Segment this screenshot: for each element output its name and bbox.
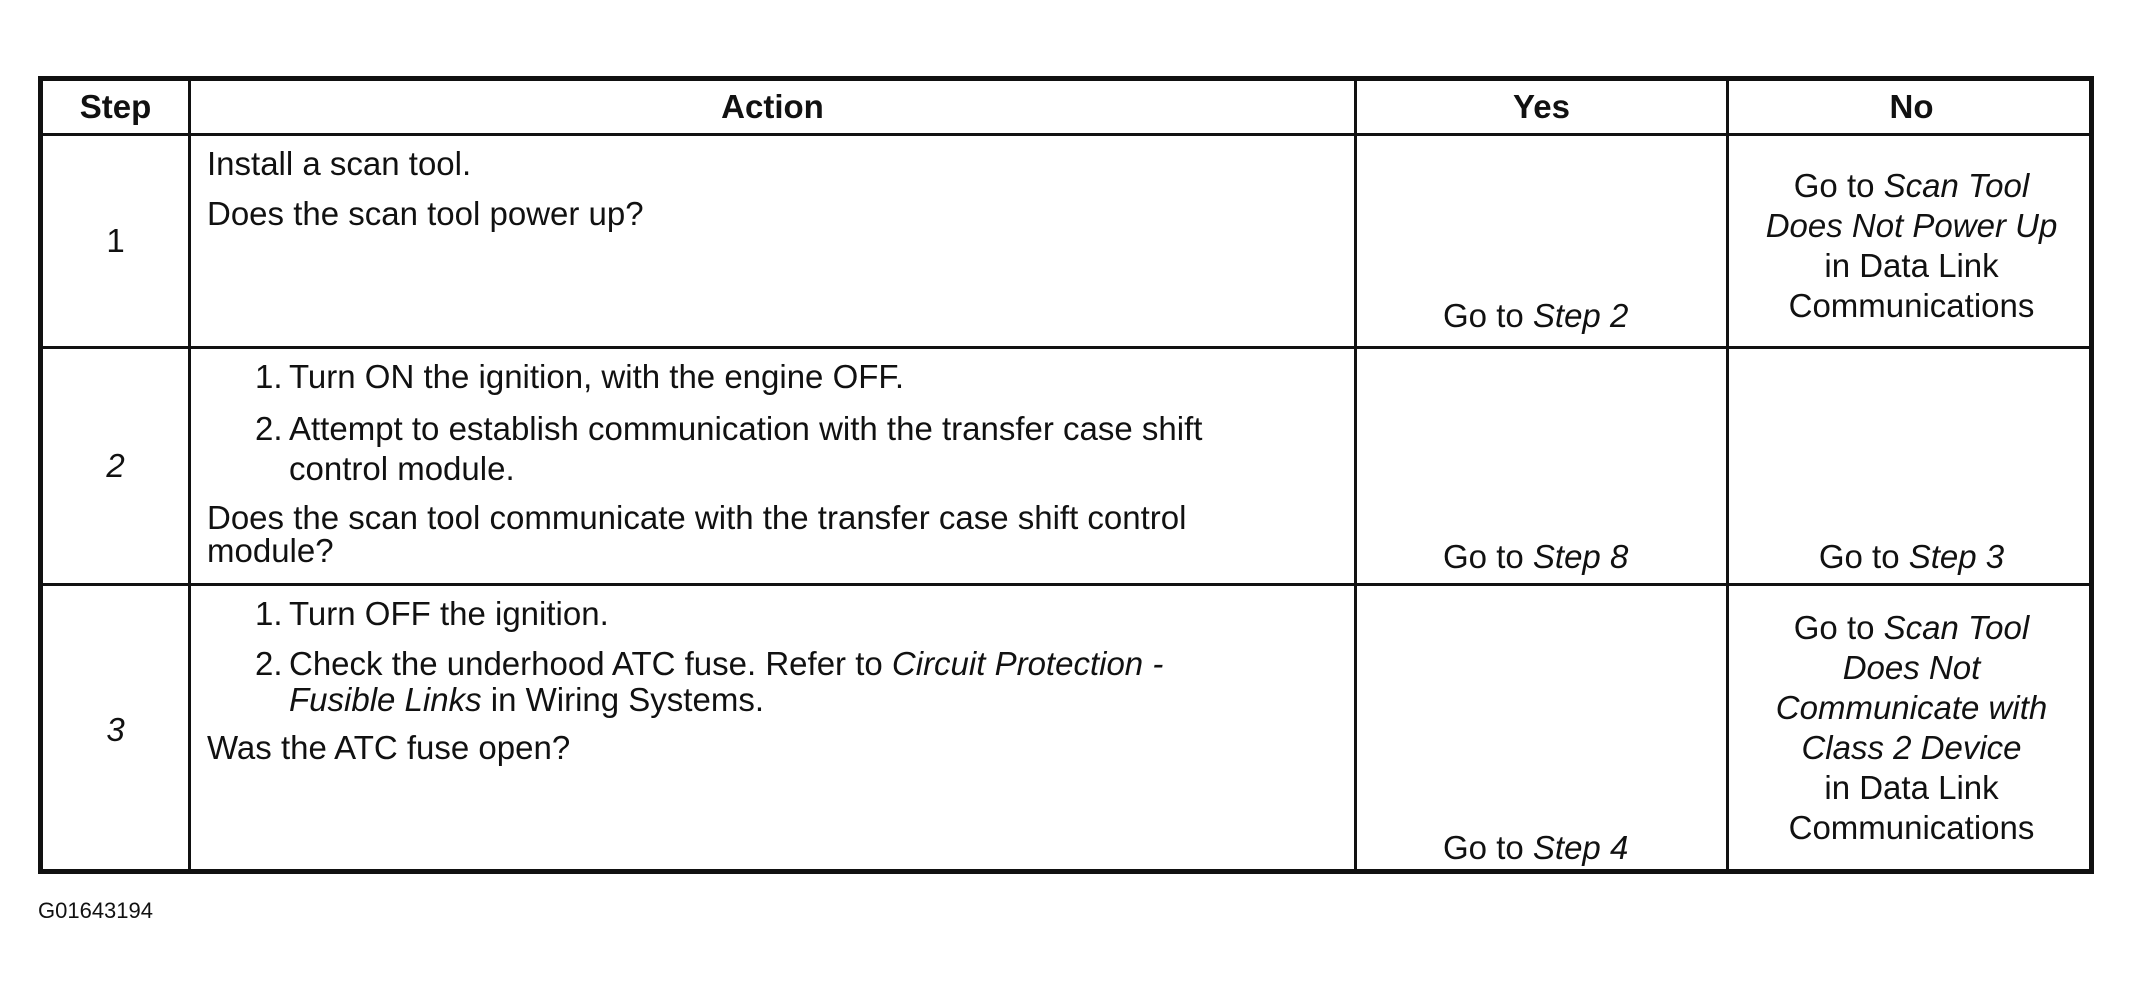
yes-target: Step 4 [1532, 829, 1629, 866]
action-cell [207, 144, 1347, 234]
list-item: 2. Check the underhood ATC fuse. Refer to Circuit Protection - Fusible Links in Wiring Systems. [255, 645, 1164, 718]
no-cell [1729, 537, 2094, 577]
no-cell [1729, 166, 2094, 326]
list-item: 1. Turn OFF the ignition. [255, 595, 609, 632]
yes-cell [1357, 828, 1726, 868]
no-target-line: Class 2 Device [1801, 729, 2022, 766]
no-target: Step 3 [1908, 538, 2005, 575]
action-cell [207, 594, 1347, 768]
no-suffix: in Data Link [1824, 769, 1999, 806]
numbered-list [207, 594, 1347, 718]
step-number: 3 [106, 711, 125, 748]
no-suffix: Communications [1788, 287, 2035, 324]
no-prefix: Go to [1793, 167, 1875, 204]
table-row [43, 133, 2089, 346]
action-question: Was the ATC fuse open? [207, 729, 571, 766]
no-prefix: Go to [1793, 609, 1875, 646]
table-row [43, 346, 2089, 583]
no-cell [1729, 608, 2094, 848]
yes-target: Step 8 [1532, 538, 1629, 575]
list-item: 1. Turn ON the ignition, with the engine OFF. [255, 358, 905, 395]
yes-cell [1357, 537, 1726, 577]
yes-prefix: Go to [1443, 538, 1524, 575]
header-yes: Yes [1513, 88, 1570, 125]
yes-prefix: Go to [1443, 297, 1524, 334]
no-suffix: Communications [1788, 809, 2035, 846]
action-cell [207, 357, 1347, 567]
step-number: 1 [106, 222, 125, 259]
no-target-line: Does Not Power Up [1765, 207, 2058, 244]
no-prefix: Go to [1818, 538, 1900, 575]
no-target: Scan Tool [1883, 609, 2030, 646]
action-question: Does the scan tool power up? [207, 195, 644, 232]
action-question: Does the scan tool communicate with the transfer case shift control module? [207, 499, 1187, 569]
no-target: Scan Tool [1883, 167, 2030, 204]
header-action: Action [721, 88, 824, 125]
figure-id-caption: G01643194 [38, 898, 153, 923]
yes-prefix: Go to [1443, 829, 1524, 866]
no-suffix: in Data Link [1824, 247, 1999, 284]
list-item: 2. Attempt to establish communication with the transfer case shift control module. [255, 410, 1203, 487]
action-text: Install a scan tool. [207, 145, 472, 182]
diagnostic-table [38, 76, 2094, 874]
yes-target: Step 2 [1532, 297, 1629, 334]
yes-cell [1357, 296, 1726, 336]
table-row [43, 583, 2089, 874]
header-no: No [1889, 88, 1934, 125]
header-step: Step [79, 88, 152, 125]
step-number: 2 [106, 447, 125, 484]
numbered-list [207, 357, 1347, 489]
no-target-line: Does Not [1842, 649, 1981, 686]
no-target-line: Communicate with [1775, 689, 2048, 726]
